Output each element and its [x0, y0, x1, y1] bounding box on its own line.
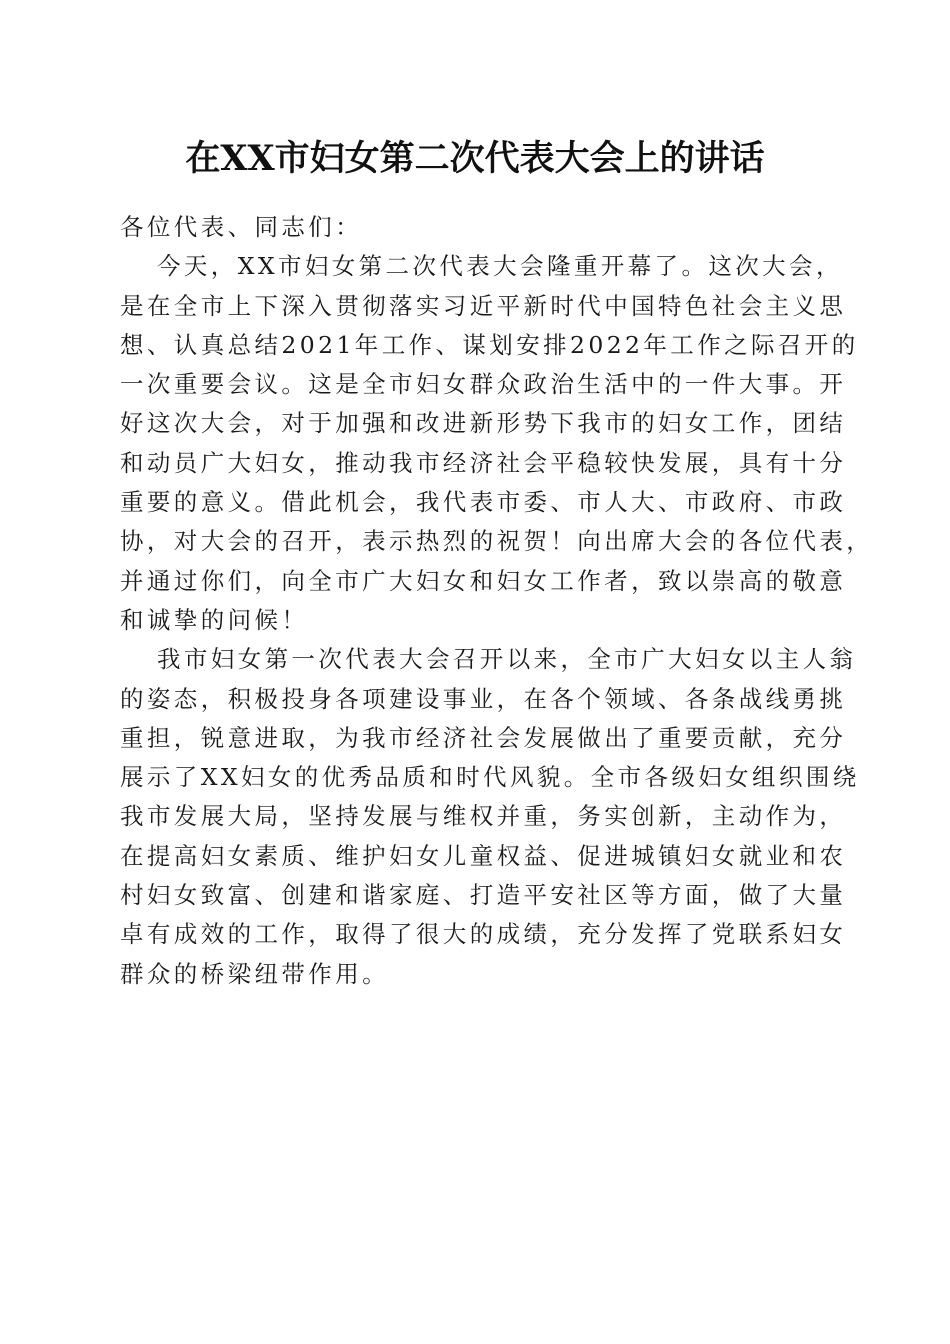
paragraph-line: 在提高妇女素质、维护妇女儿童权益、促进城镇妇女就业和农 — [120, 841, 847, 870]
paragraph-line: 今天，XX市妇女第二次代表大会隆重开幕了。这次大会， — [157, 252, 843, 281]
paragraph-line: 和动员广大妇女，推动我市经济社会平稳较快发展，具有十分 — [120, 448, 847, 477]
paragraph-line: 好这次大会，对于加强和改进新形势下我市的妇女工作，团结 — [120, 409, 847, 438]
paragraph-line: 和诚挚的问候！ — [120, 605, 309, 634]
paragraph-line: 群众的桥梁纽带作用。 — [120, 959, 389, 988]
salutation — [120, 208, 835, 247]
paragraph-line: 卓有成效的工作，取得了很大的成绩，充分发挥了党联系妇女 — [120, 920, 847, 949]
paragraph-line: 是在全市上下深入贯彻落实习近平新时代中国特色社会主义思 — [120, 291, 847, 320]
paragraph-line: 想、认真总结2021年工作、谋划安排2022年工作之际召开的 — [120, 330, 859, 359]
paragraph-line: 的姿态，积极投身各项建设事业，在各个领域、各条战线勇挑 — [120, 684, 847, 713]
document-body — [120, 208, 874, 994]
paragraph-line: 重担，锐意进取，为我市经济社会发展做出了重要贡献，充分 — [120, 723, 847, 752]
paragraph-line: 我市发展大局，坚持发展与维权并重，务实创新，主动作为， — [120, 802, 847, 831]
paragraph-2 — [120, 640, 860, 994]
paragraph-line: 展示了XX妇女的优秀品质和时代风貌。全市各级妇女组织围绕 — [120, 763, 860, 792]
paragraph-line: 村妇女致富、创建和谐家庭、打造平安社区等方面，做了大量 — [120, 881, 847, 910]
document-title: 在XX市妇女第二次代表大会上的讲话 — [185, 138, 765, 179]
paragraph-line: 重要的意义。借此机会，我代表市委、市人大、市政府、市政 — [120, 488, 847, 517]
paragraph-line: 并通过你们，向全市广大妇女和妇女工作者，致以崇高的敬意 — [120, 566, 847, 595]
salutation-line: 各位代表、同志们： — [120, 213, 363, 241]
paragraph-line: 协，对大会的召开，表示热烈的祝贺！向出席大会的各位代表， — [120, 527, 874, 556]
paragraph-1 — [120, 247, 874, 640]
paragraph-line: 一次重要会议。这是全市妇女群众政治生活中的一件大事。开 — [120, 370, 847, 399]
paragraph-line: 我市妇女第一次代表大会召开以来，全市广大妇女以主人翁 — [157, 645, 857, 674]
